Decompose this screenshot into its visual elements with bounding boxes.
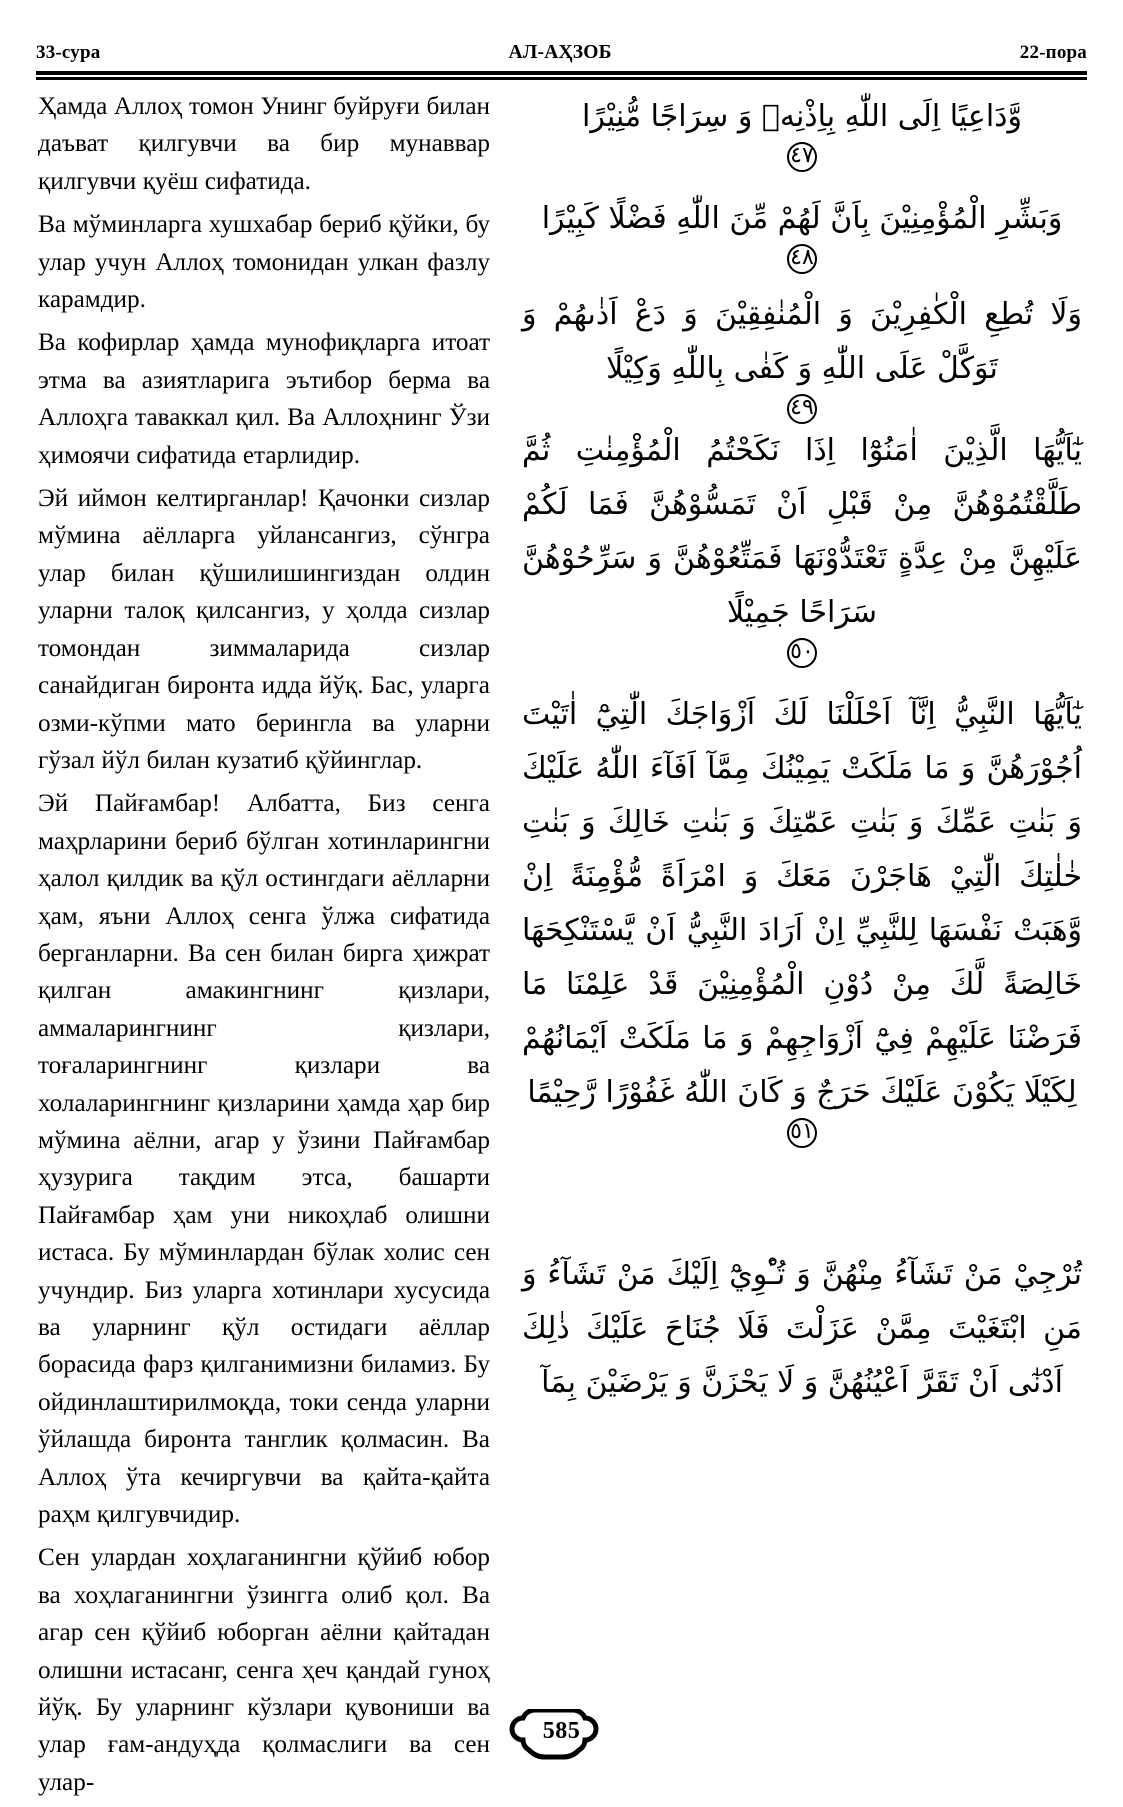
verse-paragraph-50: Эй иймон келтирганлар! Қачонки сизлар мўмина аёлларга уйлансангиз, сўнгра улар билан қўшилишингиздан олдин уларни талоқ қилсангиз, у ҳолда сизлар томондан зиммаларида сизлар санайдиган биронта идда йўқ. Бас, уларга озми-кўпми мато берингла ва уларни гўзал йўл билан кузатиб қўйинглар. [38,485,490,774]
page-number-ornament [486,1709,638,1765]
page-footer [0,1702,1123,1772]
ayah-number-49: ٤٩ [787,394,817,424]
page-number: 585 [542,1718,581,1744]
arabic-text-52: تُرْجِيْ مَنْ تَشَآءُ مِنْهُنَّ وَ تُـْٔوِيْٓ اِلَيْكَ مَنْ تَشَآءُ وَ مَنِ ابْتَغَيْتَ مِمَّنْ عَزَلْتَ فَلَا جُنَاحَ عَلَيْكَ ذٰلِكَ اَدْنٰٓى اَنْ تَقَرَّ اَعْيُنُهُنَّ وَ لَا يَحْزَنَّ وَ يَرْضَيْنَ بِمَآ [522,1257,1082,1400]
translation-column [38,88,490,1807]
arabic-text-51: يٰٓاَيُّهَا النَّبِيُّ اِنَّآ اَحْلَلْنَا لَكَ اَزْوَاجَكَ الّٰتِيْٓ اٰتَيْتَ اُجُوْرَهُنَّ وَ مَا مَلَكَتْ يَمِيْنُكَ مِمَّآ اَفَآءَ اللّٰهُ عَلَيْكَ وَ بَنٰتِ عَمِّكَ وَ بَنٰتِ عَمّٰتِكَ وَ بَنٰتِ خَالِكَ وَ بَنٰتِ خٰلٰتِكَ الّٰتِيْ هَاجَرْنَ مَعَكَ وَ امْرَاَةً مُّؤْمِنَةً اِنْ وَّهَبَتْ نَفْسَهَا لِلنَّبِيِّ اِنْ اَرَادَ النَّبِيُّ اَنْ يَّسْتَنْكِحَهَا خَالِصَةً لَّكَ مِنْ دُوْنِ الْمُؤْمِنِيْنَ قَدْ عَلِمْنَا مَا فَرَضْنَا عَلَيْهِمْ فِيْٓ اَزْوَاجِهِمْ وَ مَا مَلَكَتْ اَيْمَانُهُمْ لِكَيْلَا يَكُوْنَ عَلَيْكَ حَرَجٌ وَ كَانَ اللّٰهُ غَفُوْرًا رَّحِيْمًا [522,697,1082,1110]
running-head [36,34,1087,64]
ayah-number-48: ٤٨ [787,244,817,274]
arabic-block-51 [522,688,1082,1150]
verse-paragraph-52: Сен улардан хоҳлаганингни қўйиб юбор ва хоҳлаганингни ўзингга олиб қол. Ва агар сен қўйиб юборган аёлни қайтадан олишни истасанг, сенга ҳеч қандай гуноҳ йўқ. Бу уларнинг кўзлари қувониши ва улар ғам-андуҳда қолмаслиги ва сен улар- [38,1544,490,1796]
arabic-block-52 [522,1248,1082,1410]
header-rule-thin [36,77,1087,80]
arabic-text-48: وَبَشِّرِ الْمُؤْمِنِيْنَ بِاَنَّ لَهُمْ مِّنَ اللّٰهِ فَضْلًا كَبِيْرًا [541,201,1063,236]
arabic-block-47 [522,90,1082,174]
arabic-text-50: يٰٓاَيُّهَا الَّذِيْنَ اٰمَنُوْٓا اِذَا نَكَحْتُمُ الْمُؤْمِنٰتِ ثُمَّ طَلَّقْتُمُوْهُنَّ مِنْ قَبْلِ اَنْ تَمَسُّوْهُنَّ فَمَا لَكُمْ عَلَيْهِنَّ مِنْ عِدَّةٍ تَعْتَدُّوْنَهَا فَمَتِّعُوْهُنَّ وَ سَرِّحُوْهُنَّ سَرَاحًا جَمِيْلًا [522,433,1082,630]
header-rule [36,71,1087,80]
ayah-number-51: ٥١ [787,1118,817,1148]
running-head-title: АЛ-АҲЗОБ [508,42,612,63]
verse-paragraph-48: Ва мўминларга хушхабар бериб қўйки, бу улар учун Аллоҳ томонидан улкан фазлу карамдир. [38,211,490,314]
ayah-number-47: ٤٧ [787,142,817,172]
running-head-juz: 22-пора [1019,42,1087,63]
ayah-number-50: ٥٠ [787,638,817,668]
arabic-block-48 [522,192,1082,276]
arabic-text-47: وَّدَاعِيًا اِلَى اللّٰهِ بِاِذْنِهٖ وَ سِرَاجًا مُّنِيْرًا [581,99,1022,134]
arabic-block-49 [522,288,1082,426]
arabic-block-50 [522,424,1082,670]
running-head-surah: 33-сура [36,42,101,63]
verse-paragraph-47: Ҳамда Аллоҳ томон Унинг буйруғи билан даъват қилгувчи ва бир мунаввар қилгувчи қуёш сифатида. [38,93,490,195]
arabic-text-49: وَلَا تُطِعِ الْكٰفِرِيْنَ وَ الْمُنٰفِقِيْنَ وَ دَعْ اَذٰىهُمْ وَ تَوَكَّلْ عَلَى اللّٰهِ وَ كَفٰى بِاللّٰهِ وَكِيْلًا [522,297,1082,386]
verse-paragraph-49: Ва кофирлар ҳамда мунофиқларга итоат этма ва азиятларига эътибор берма ва Аллоҳга таваккал қил. Ва Аллоҳнинг Ўзи ҳимоячи сифатида етарлидир. [38,329,490,469]
verse-paragraph-51: Эй Пайғамбар! Албатта, Биз сенга маҳрларини бериб бўлган хотинларингни ҳалол қилдик ва қўл остингдаги аёлларни ҳам, яъни Аллоҳ сенга ўлжа сифатида берганларни. Ва сен билан бирга ҳижрат қилган амакингнинг қизлари, аммаларингнинг қизлари, тоғаларингнинг қизлари ва холаларингнинг қизларини ҳамда ҳар бир мўмина аёлни, агар у ўзини Пайғамбар ҳузурига тақдим этса, башарти Пайғамбар ҳам уни никоҳлаб олишни истаса. Бу мўминлардан бўлак холис сен учундир. Биз уларга хотинлари хусусида ва уларнинг қўл остидаги аёллар борасида фарз қилганимизни биламиз. Бу ойдинлаштирилмоқда, токи сенда уларни ўйлашда биронта танглик қолмасин. Ва Аллоҳ ўта кечиргувчи ва қайта-қайта раҳм қилгувчидир. [38,790,490,1529]
